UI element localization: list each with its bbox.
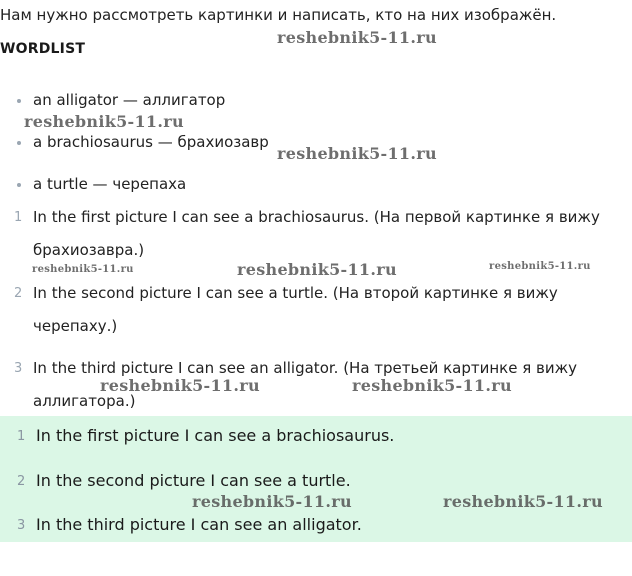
watermark: reshebnik5-11.ru: [24, 112, 184, 131]
list-item: a brachiosaurus — брахиозавр: [33, 133, 269, 151]
answer-number: 2: [17, 474, 26, 489]
item-number: 1: [14, 210, 23, 225]
watermark: reshebnik5-11.ru: [237, 260, 397, 279]
list-item-line: брахиозавра.): [33, 241, 145, 259]
watermark: reshebnik5-11.ru: [32, 264, 134, 275]
watermark: reshebnik5-11.ru: [443, 492, 603, 511]
answer-line: In the third picture I can see an alligator.: [36, 515, 362, 534]
watermark: reshebnik5-11.ru: [277, 28, 437, 47]
item-number: 2: [14, 286, 23, 301]
list-item-line: черепаху.): [33, 317, 118, 335]
bullet-dot: [17, 99, 21, 103]
list-item-line: In the second picture I can see a turtle. (На второй картинке я вижу: [33, 284, 558, 302]
watermark: reshebnik5-11.ru: [489, 261, 591, 272]
watermark: reshebnik5-11.ru: [100, 376, 260, 395]
list-item-line: In the first picture I can see a brachiosaurus. (На первой картинке я вижу: [33, 208, 600, 226]
wordlist-heading: WORDLIST: [0, 41, 86, 57]
answer-number: 3: [17, 518, 26, 533]
list-item: a turtle — черепаха: [33, 175, 187, 193]
watermark: reshebnik5-11.ru: [277, 144, 437, 163]
answer-number: 1: [17, 429, 26, 444]
list-item: an alligator — аллигатор: [33, 91, 226, 109]
intro-text: Нам нужно рассмотреть картинки и написать, кто на них изображён.: [0, 6, 557, 24]
answer-line: In the first picture I can see a brachiosaurus.: [36, 426, 395, 445]
list-item-line: In the third picture I can see an alligator. (На третьей картинке я вижу: [33, 359, 577, 377]
bullet-dot: [17, 141, 21, 145]
watermark: reshebnik5-11.ru: [352, 376, 512, 395]
item-number: 3: [14, 361, 23, 376]
watermark: reshebnik5-11.ru: [192, 492, 352, 511]
bullet-dot: [17, 183, 21, 187]
answer-line: In the second picture I can see a turtle.: [36, 471, 351, 490]
list-item-line: аллигатора.): [33, 392, 136, 410]
